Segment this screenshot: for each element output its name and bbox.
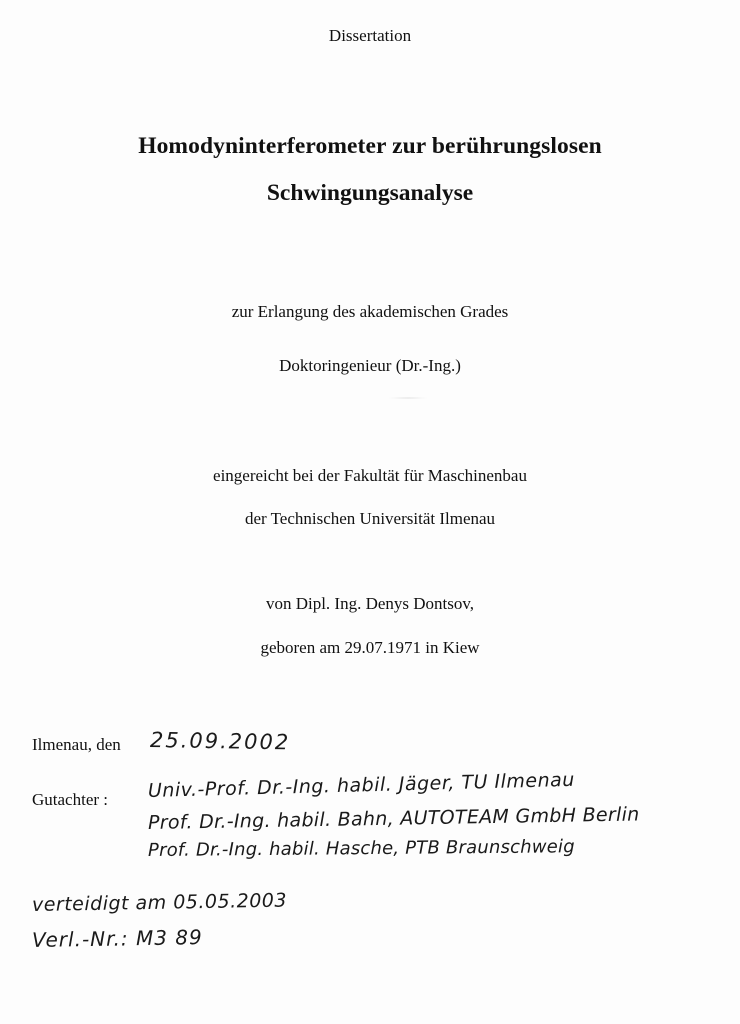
scan-speck [388,397,428,399]
degree-name: Doktoringenieur (Dr.-Ing.) [279,356,461,375]
place-date-label: Ilmenau, den [32,735,121,754]
title-line-1: Homodyninterferometer zur berührungslosen [138,133,602,159]
university-name: der Technischen Universität Ilmenau [244,509,496,528]
handwritten-date: 25.09.2002 [149,728,291,755]
reviewers-label: Gutachter : [32,790,108,809]
document-type: Dissertation [328,26,412,45]
submitted-to-faculty: eingereicht bei der Fakultät für Maschinenbau [213,466,527,485]
handwritten-shelfmark: Verl.-Nr.: M3 89 [31,925,203,952]
title-line-2: Schwingungsanalyse [266,180,474,206]
handwritten-defense-date: verteidigt am 05.05.2003 [31,889,288,916]
birth-line: geboren am 29.07.1971 in Kiew [260,638,480,657]
handwritten-reviewer-2: Prof. Dr.-Ing. habil. Bahn, AUTOTEAM GmbH Berlin [147,803,640,834]
degree-purpose: zur Erlangung des akademischen Grades [231,302,509,321]
handwritten-reviewer-1: Univ.-Prof. Dr.-Ing. habil. Jäger, TU Ilmenau [147,768,576,802]
author-line: von Dipl. Ing. Denys Dontsov, [265,594,475,613]
handwritten-reviewer-3: Prof. Dr.-Ing. habil. Hasche, PTB Braunschweig [147,836,575,861]
